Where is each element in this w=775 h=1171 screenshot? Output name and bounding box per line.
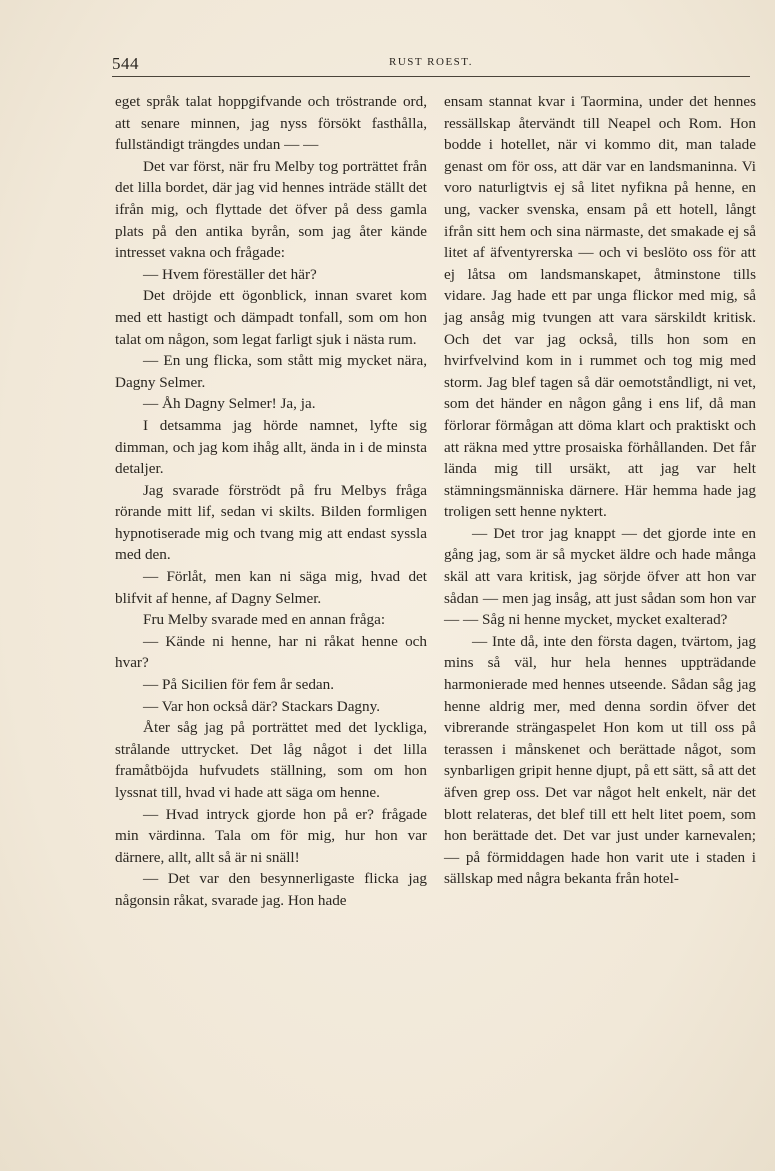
right-column	[444, 91, 756, 890]
running-title: RUST ROEST.	[389, 56, 473, 68]
paragraph: — På Sicilien för fem år sedan.	[143, 676, 335, 694]
paragraph: — Kände ni henne, har ni råkat henne och hvar?	[115, 632, 427, 672]
paragraph: — Var hon också där? Stackars Dagny.	[143, 697, 381, 715]
paragraph: — Det var den besynnerligaste flicka jag någonsin råkat, svarade jag. Hon hade	[115, 870, 427, 909]
left-column	[115, 91, 427, 912]
paragraph: Jag svarade förströdt på fru Melbys fråga rörande mitt lif, sedan vi skilts. Bilden formligen hypnotiserade mig och tvang mig att endast syssla med den.	[115, 481, 427, 564]
paragraph: — Hvem föreställer det här?	[143, 265, 317, 283]
paragraph: Åter såg jag på porträttet med det lyckliga, strålande uttrycket. Det låg något i det lilla framåtböjda hufvudets ställning, som om hon lyssnat till, hvad vi hade att säga om henne.	[115, 719, 427, 801]
paragraph: — Åh Dagny Selmer! Ja, ja.	[143, 395, 316, 413]
paragraph: — Hvad intryck gjorde hon på er? frågade min värdinna. Tala om för mig, hur hon var därnere, allt, allt så är ni snäll!	[115, 805, 427, 866]
paragraph: I detsamma jag hörde namnet, lyfte sig dimman, och jag kom ihåg allt, ända in i de minsta detaljer.	[115, 416, 427, 478]
paragraph: ensam stannat kvar i Taormina, under det hennes ressällskap återvändt till Neapel och Rom. Hon bodde i hotellet, när vi kommo dit, man talade genast om för oss, att där var en landsmaninna. Vi voro naturligtvis ej så litet nyfikna på henne, en ung, vacker svenska, ensam på ett hotell, långt ifrån sitt hem och sina närmaste, det smakade ej så litet af äfventyrerska — och vi beslöto oss för att ej låtsa om landsmanskapet, åtminstone tills vidare. Jag hade ett par unga flickor med mig, så jag ansåg mig tvungen att vara särskildt kritisk. Och det var jag också, tills hon som en hvirfvelvind kom in i rummet och tog mig med storm. Jag blef tagen så där oemotståndligt, ni vet, som det händer en någon gång i ens lif, då man förlorar förmågan att döma klart och praktiskt och att räkna med yttre prosaiska förhållanden. Det får lända mig till ursäkt, att jag var helt stämningsmänniska därnere. Här hemma hade jag troligen sett henne nyktert.	[444, 93, 756, 521]
paragraph: Fru Melby svarade med en annan fråga:	[143, 611, 386, 629]
paragraph: — Inte då, inte den första dagen, tvärtom, jag mins så väl, hur hela hennes uppträdande harmonierade med hennes utseende. Sådan såg jag henne aldrig mer, med denna sordin öfver det vibrerande strängaspelet Hon kom ut till oss på terassen i månskenet och berättade något, som synbarligen gripit henne djupt, på ett sätt, så att det äfven grep oss. Det var något helt enkelt, när det blott relateras, det blef till ett helt litet poem, som hon berättade det. Det var just under karnevalen; — på förmiddagen hade hon varit ute i staden i sällskap med några bekanta från hotel-	[444, 632, 756, 888]
paragraph: Det var först, när fru Melby tog porträttet från det lilla bordet, där jag vid hennes inträde ställt det ifrån mig, och flyttade det öfver på dess gamla plats på den antika byrån, som jag åter kände intresset vakna och frågade:	[115, 157, 427, 262]
page-number: 544	[112, 54, 139, 73]
page-header	[112, 52, 750, 78]
paragraph: — Det tror jag knappt — det gjorde inte en gång jag, som är så mycket äldre och hade många skäl att vara kritisk, jag sörjde öfver att hon var sådan — men jag insåg, att just sådan som hon var — — Såg ni henne mycket, mycket exalterad?	[444, 524, 756, 629]
paragraph: — En ung flicka, som stått mig mycket nära, Dagny Selmer.	[115, 352, 427, 391]
header-rule	[112, 76, 750, 77]
paragraph: eget språk talat hoppgifvande och tröstrande ord, att senare minnen, jag nyss försökt fasthålla, fullständigt trängdes undan — —	[115, 93, 427, 154]
paragraph: — Förlåt, men kan ni säga mig, hvad det blifvit af henne, af Dagny Selmer.	[115, 568, 427, 607]
paragraph: Det dröjde ett ögonblick, innan svaret kom med ett hastigt och dämpadt tonfall, som om hon talat om någon, som legat farligt sjuk i nästa rum.	[115, 287, 427, 348]
